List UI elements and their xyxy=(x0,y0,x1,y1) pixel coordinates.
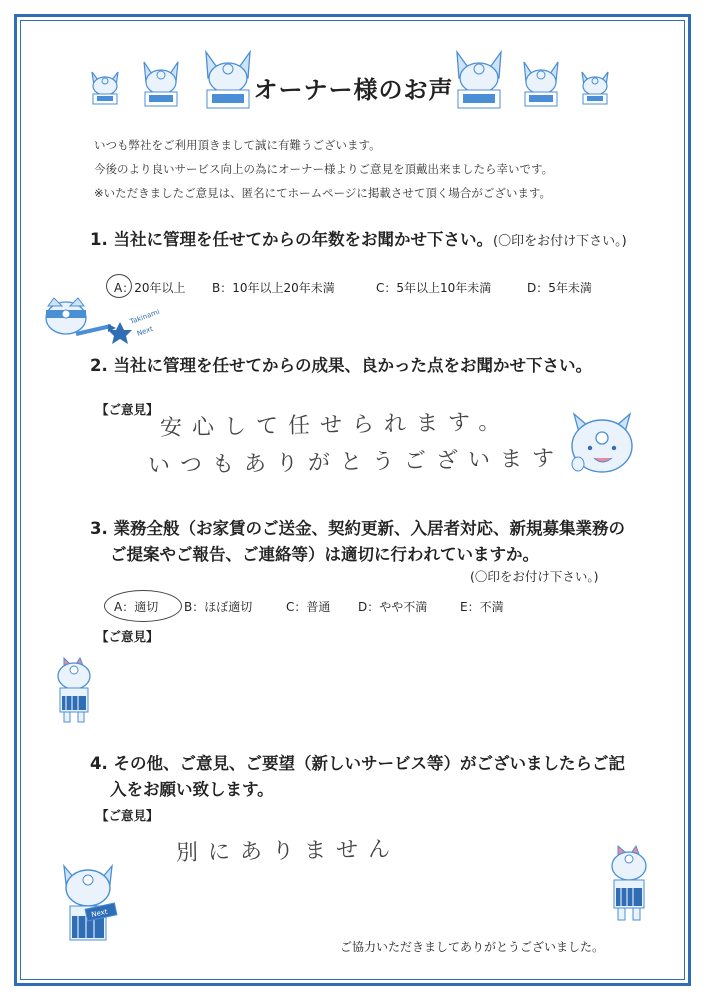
q3-option-e[interactable]: E：不満 xyxy=(460,600,504,614)
question-4-text-line1: 4. その他、ご意見、ご要望（新しいサービス等）がございましたらご記 xyxy=(90,754,625,773)
intro-line: いつも弊社をご利用頂きまして誠に有難うございます。 xyxy=(94,138,381,152)
question-2-opinion-label: 【ご意見】 xyxy=(96,402,159,417)
svg-text:Next: Next xyxy=(90,907,109,919)
closing-message: ご協力いただきましてありがとうございました。 xyxy=(340,940,605,954)
question-3-opinion-label: 【ご意見】 xyxy=(96,629,159,644)
selected-circle-mark xyxy=(106,274,132,298)
q1-option-a[interactable]: A：20年以上 xyxy=(114,281,186,295)
question-2-text: 2. 当社に管理を任せてからの成果、良かった点をお聞かせ下さい。 xyxy=(90,356,592,375)
question-2-answer-line1: 安心して任せられます。 xyxy=(159,409,511,442)
q1-option-b[interactable]: B：10年以上20年未満 xyxy=(212,281,335,295)
mascot-running-dog-icon xyxy=(36,296,166,358)
q1-option-d[interactable]: D：5年未満 xyxy=(527,281,592,295)
q1-option-c[interactable]: C：5年以上10年未満 xyxy=(376,281,492,295)
svg-text:Takinami: Takinami xyxy=(128,307,161,326)
question-1-text: 1. 当社に管理を任せてからの年数をお聞かせ下さい。 xyxy=(90,230,493,249)
question-4-answer: 別にありません xyxy=(175,837,401,866)
intro-line: 今後のより良いサービス向上の為にオーナー様よりご意見を頂戴出来ましたら幸いです。 xyxy=(94,162,554,176)
page-title: オーナー様のお声 xyxy=(253,76,454,104)
question-1-note: (〇印をお付け下さい。) xyxy=(493,234,627,249)
q3-option-a[interactable]: A：適切 xyxy=(114,600,159,614)
question-3-text-line2: ご提案やご報告、ご連絡等）は適切に行われていますか。 xyxy=(110,545,539,564)
question-2-answer-line2: いつもありがとうございます xyxy=(147,446,565,479)
question-1 xyxy=(90,226,627,250)
q3-option-c[interactable]: C：普通 xyxy=(286,600,331,614)
selected-circle-mark xyxy=(104,590,182,622)
intro-line: ※いただきましたご意見は、匿名にてホームページに掲載させて頂く場合がございます。 xyxy=(94,186,551,200)
question-4-opinion-label: 【ご意見】 xyxy=(96,808,159,823)
question-3-text-line1: 3. 業務全般（お家賃のご送金、契約更新、入居者対応、新規募集業務の xyxy=(90,519,625,538)
q3-option-d[interactable]: D：やや不満 xyxy=(358,600,428,614)
question-4-text-line2: 入をお願い致します。 xyxy=(110,780,274,799)
mascot-girl-dog-icon xyxy=(50,654,98,726)
mascot-dog-with-sign-icon xyxy=(56,862,122,948)
question-3-note: (〇印をお付け下さい。) xyxy=(470,569,599,584)
mascot-dog-face-icon xyxy=(566,408,638,478)
svg-text:Next: Next xyxy=(135,324,155,338)
q3-option-b[interactable]: B：ほぼ適切 xyxy=(184,600,253,614)
mascot-girl-dog-icon xyxy=(604,842,654,926)
